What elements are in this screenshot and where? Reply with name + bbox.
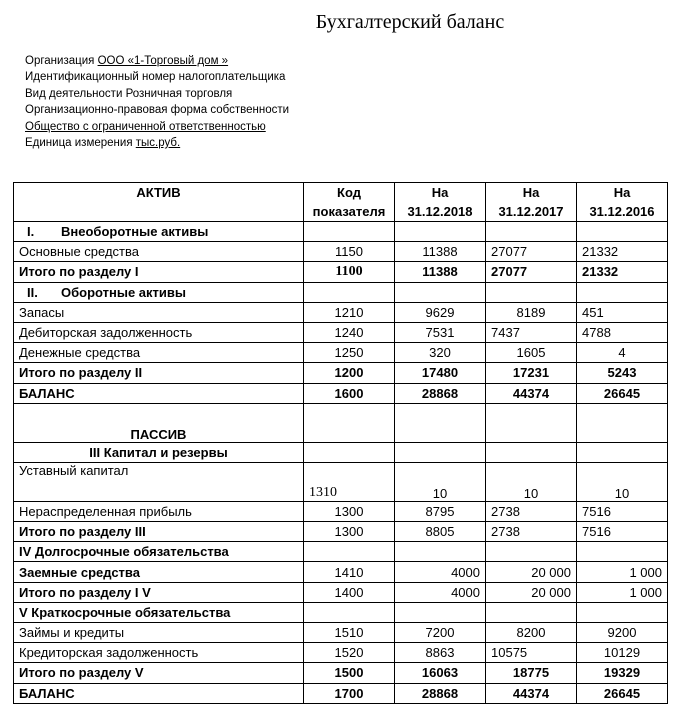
table-row: Кредиторская задолженность 1520 8863 10575 10129 (14, 643, 668, 663)
section-row (14, 222, 668, 242)
table-row: Заемные средства 1410 4000 20 000 1 000 (14, 562, 668, 582)
inn-line: Идентификационный номер налогоплательщика (25, 71, 286, 84)
table-row: Итого по разделу I V 1400 4000 20 000 1 000 (14, 582, 668, 602)
section-title: I. Внеоборотные активы (14, 222, 304, 242)
activity-value: Розничная торговля (125, 87, 233, 100)
activity-line (25, 86, 289, 102)
activity-label: Вид деятельности (25, 87, 123, 100)
section-row (14, 542, 668, 562)
section-title: III Капитал и резервы (14, 442, 304, 462)
table-header-row (14, 183, 668, 222)
unit-line (25, 135, 289, 151)
table-row: Итого по разделу II 1200 17480 17231 5243 (14, 363, 668, 383)
header-aktiv: АКТИВ (14, 183, 304, 222)
table-row: Запасы 1210 9629 8189 451 (14, 302, 668, 322)
page-title: Бухгалтерский баланс (315, 11, 505, 33)
org-line (25, 53, 289, 69)
table-row: Итого по разделу I 1100 11388 27077 21332 (14, 262, 668, 282)
header-2016: На 31.12.2016 (577, 183, 668, 222)
header-2018: На 31.12.2018 (395, 183, 486, 222)
organization-info (25, 53, 289, 151)
header-2017: На 31.12.2017 (486, 183, 577, 222)
balance-table (13, 182, 668, 704)
table-row: Займы и кредиты 1510 7200 8200 9200 (14, 623, 668, 643)
header-code: Код показателя (304, 183, 395, 222)
section-title: II. Оборотные активы (14, 282, 304, 302)
passiv-row (14, 403, 668, 442)
section-title: IV Долгосрочные обязательства (14, 542, 304, 562)
table-row: Нераспределенная прибыль 1300 8795 2738 7516 (14, 501, 668, 521)
table-row: БАЛАНС 1700 28868 44374 26645 (14, 683, 668, 703)
section-row (14, 282, 668, 302)
form-line: Организационно-правовая форма собственности (25, 104, 290, 117)
form-value: Общество с ограниченной ответственностью (25, 120, 266, 133)
table-row: Основные средства 1150 11388 27077 21332 (14, 242, 668, 262)
table-row: Итого по разделу V 1500 16063 18775 19329 (14, 663, 668, 683)
org-name: ООО «1-Торговый дом » (97, 55, 229, 67)
table-row: Уставный капитал 1310 10 10 10 (14, 462, 668, 501)
table-row: Итого по разделу III 1300 8805 2738 7516 (14, 522, 668, 542)
section-row (14, 602, 668, 622)
unit-value: тыс.руб. (135, 137, 181, 150)
table-row: Дебиторская задолженность 1240 7531 7437 4788 (14, 322, 668, 342)
passiv-heading: ПАССИВ (14, 403, 304, 442)
section-title: V Краткосрочные обязательства (14, 602, 304, 622)
table-row: Денежные средства 1250 320 1605 4 (14, 343, 668, 363)
section-row (14, 442, 668, 462)
org-label: Организация (25, 55, 95, 67)
unit-label: Единица измерения (25, 137, 133, 150)
table-row: БАЛАНС 1600 28868 44374 26645 (14, 383, 668, 403)
